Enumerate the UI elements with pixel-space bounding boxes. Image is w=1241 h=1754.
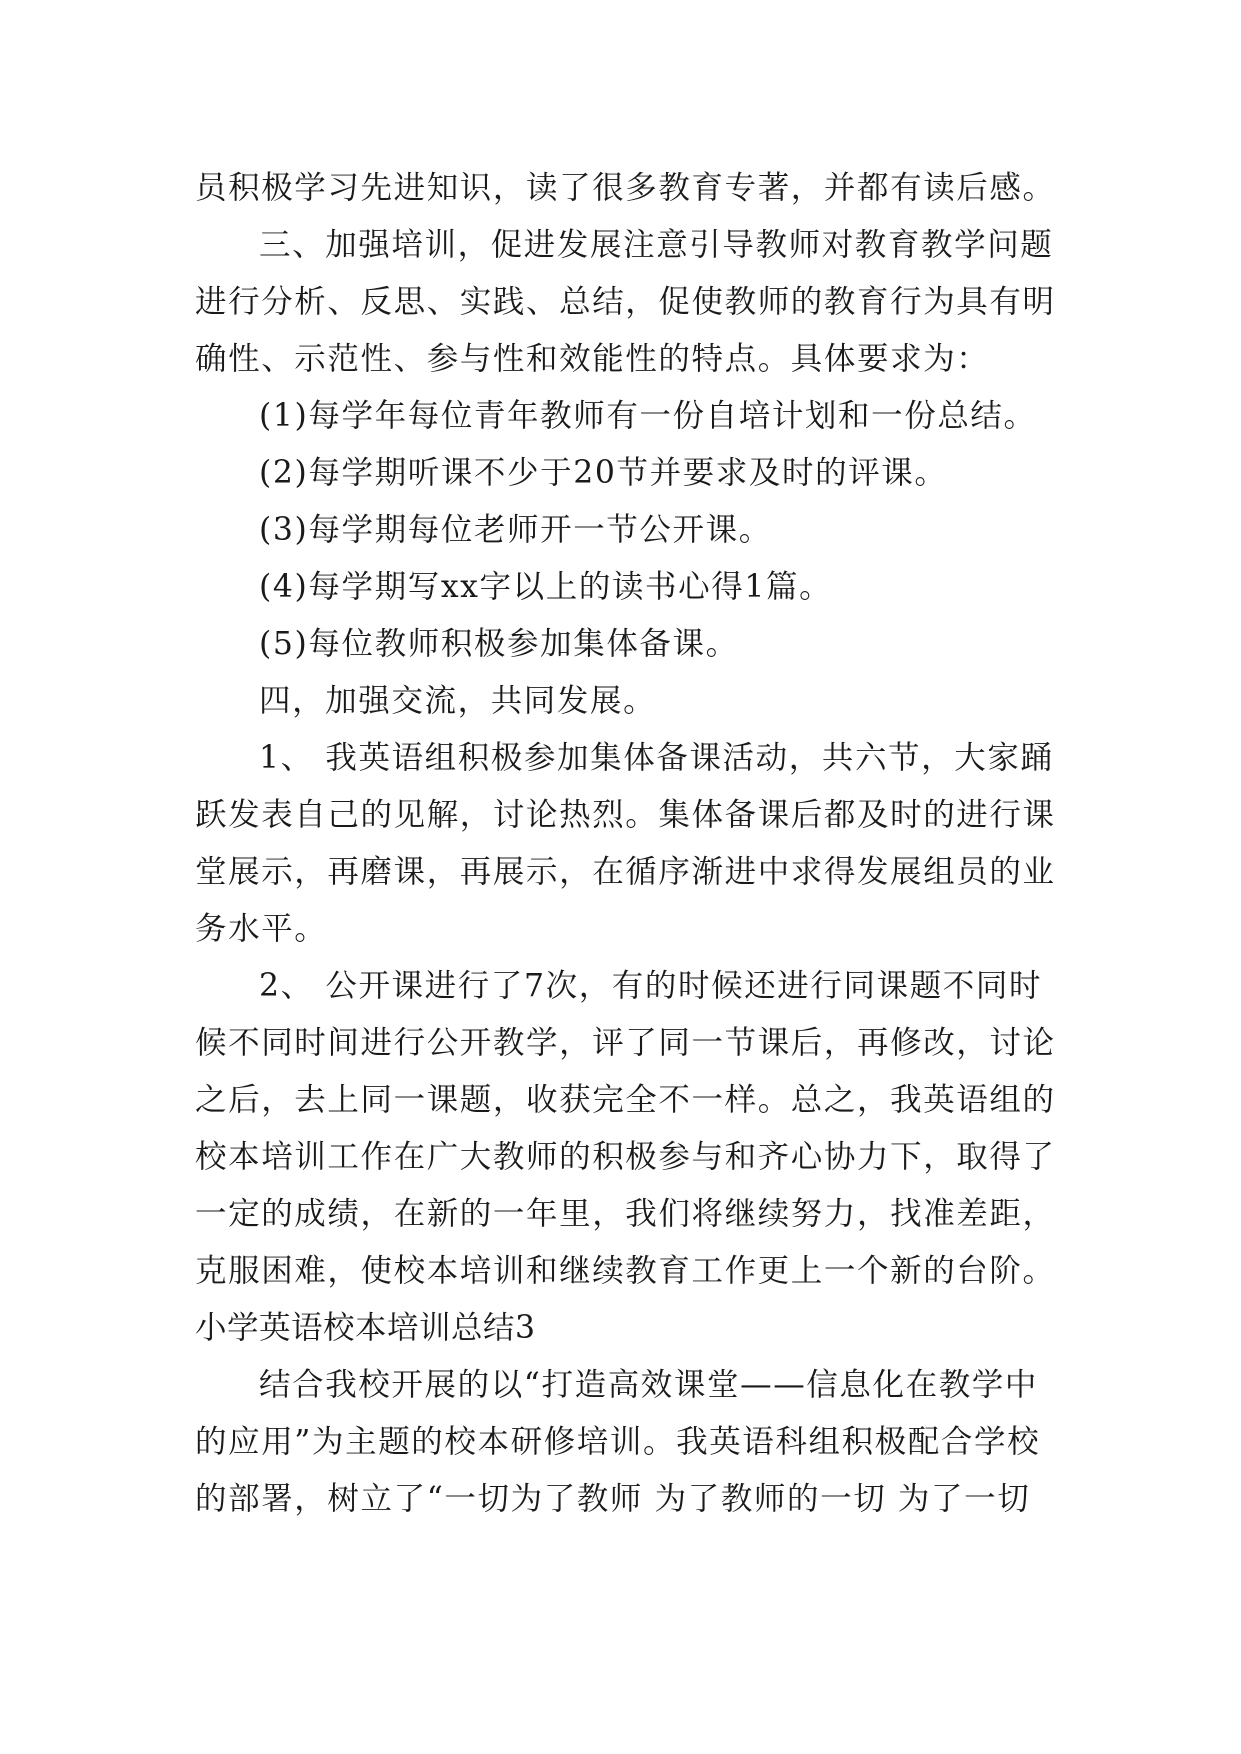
list-item-1: (1)每学年每位青年教师有一份自培计划和一份总结。	[259, 398, 1037, 434]
section-heading-line: 三、加强培训，促进发展注意引导教师对教育教学问题	[259, 227, 1054, 263]
list-item-2: (2)每学期听课不少于20节并要求及时的评课。	[259, 455, 948, 491]
paragraph-line: 之后，去上同一课题，收获完全不一样。总之，我英语组的	[195, 1082, 1056, 1118]
paragraph-line: 校本培训工作在广大教师的积极参与和齐心协力下，取得了	[195, 1139, 1056, 1175]
paragraph-line: 确性、示范性、参与性和效能性的特点。具体要求为：	[195, 341, 990, 377]
paragraph-line: 的部署，树立了“一切为了教师 为了教师的一切 为了一切	[195, 1481, 1031, 1517]
paragraph-line: 堂展示，再磨课，再展示，在循序渐进中求得发展组员的业	[195, 854, 1056, 890]
list-item-5: (5)每位教师积极参加集体备课。	[259, 626, 739, 662]
list-item-4: (4)每学期写xx字以上的读书心得1篇。	[259, 569, 833, 605]
paragraph-line: 进行分析、反思、实践、总结，促使教师的教育行为具有明	[195, 284, 1056, 320]
paragraph-line: 跃发表自己的见解，讨论热烈。集体备课后都及时的进行课	[195, 797, 1056, 833]
paragraph-line: 1、 我英语组积极参加集体备课活动，共六节，大家踊	[259, 740, 1054, 776]
paragraph-line: 2、 公开课进行了7次，有的时候还进行同课题不同时	[259, 968, 1043, 1004]
paragraph-line: 的应用”为主题的校本研修培训。我英语科组积极配合学校	[195, 1424, 1041, 1460]
paragraph-line: 一定的成绩，在新的一年里，我们将继续努力，找准差距，	[195, 1196, 1056, 1232]
paragraph-line: 结合我校开展的以“打造高效课堂——信息化在教学中	[259, 1367, 1039, 1403]
paragraph-line: 克服困难，使校本培训和继续教育工作更上一个新的台阶。	[195, 1253, 1056, 1289]
list-item-3: (3)每学期每位老师开一节公开课。	[259, 512, 772, 548]
paragraph-line: 候不同时间进行公开教学，评了同一节课后，再修改，讨论	[195, 1025, 1056, 1061]
paragraph-line: 员积极学习先进知识，读了很多教育专著，并都有读后感。	[195, 170, 1056, 206]
section-heading-line: 四，加强交流，共同发展。	[259, 683, 657, 719]
paragraph-line: 务水平。	[195, 911, 328, 947]
document-title: 小学英语校本培训总结3	[195, 1310, 536, 1346]
